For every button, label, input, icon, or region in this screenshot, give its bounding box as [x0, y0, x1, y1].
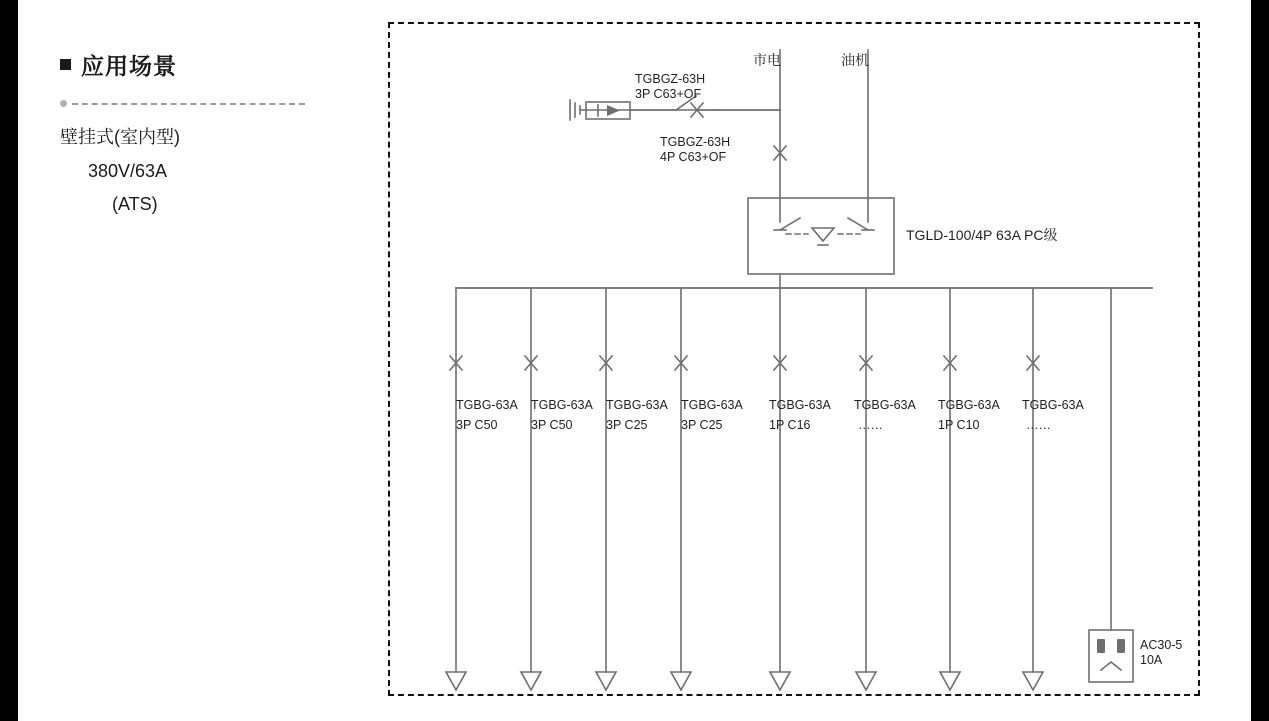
section-title [60, 48, 360, 81]
socket-pin-right [1117, 639, 1125, 653]
feeder-model-2: TGBG-63A [531, 398, 593, 412]
feeder-load-arrow-4 [671, 672, 691, 690]
divider-dot-icon [60, 100, 67, 107]
feeder-load-arrow-3 [596, 672, 616, 690]
socket-earth-pin [1101, 662, 1121, 670]
feeder-spec-1: 3P C50 [456, 418, 498, 432]
ats-right-blade [848, 218, 868, 230]
feeder-load-arrow-2 [521, 672, 541, 690]
breaker-top-model: TGBGZ-63H [635, 72, 706, 86]
left-panel [60, 48, 360, 215]
divider [60, 97, 305, 111]
feeder-load-arrow-7 [940, 672, 960, 690]
feeder-load-arrow-5 [770, 672, 790, 690]
left-black-bar [0, 0, 18, 721]
feeder-spec-2: 3P C50 [531, 418, 573, 432]
label-generator: 油机 [841, 52, 869, 68]
feeder-load-arrow-8 [1023, 672, 1043, 690]
ats-label: TGLD-100/4P 63A PC级 [906, 227, 1058, 243]
single-line-diagram [388, 22, 1200, 696]
socket-pin-left [1097, 639, 1105, 653]
ats-left-blade [780, 218, 800, 230]
spec-line-voltage: 380V/63A [88, 161, 168, 181]
feeder-model-7: TGBG-63A [938, 398, 1000, 412]
spec-line-mount: 壁挂式(室内型) [60, 127, 180, 147]
feeder-model-5: TGBG-63A [769, 398, 831, 412]
diagram-svg-wrap [388, 22, 1200, 696]
feeder-model-8: TGBG-63A [1022, 398, 1084, 412]
socket-model: AC30-5 [1140, 638, 1183, 652]
socket-rating: 10A [1140, 653, 1163, 667]
feeder-spec-3: 3P C25 [606, 418, 648, 432]
feeder-model-6: TGBG-63A [854, 398, 916, 412]
spec-line-ats: (ATS) [112, 194, 158, 214]
ats-controller-triangle [812, 228, 834, 241]
right-black-bar [1251, 0, 1269, 721]
feeder-load-arrow-6 [856, 672, 876, 690]
breaker-second-spec: 4P C63+OF [660, 150, 727, 164]
section-title-text: 应用场景 [81, 53, 177, 79]
label-mains: 市电 [753, 52, 781, 68]
feeder-model-3: TGBG-63A [606, 398, 668, 412]
feeder-spec-5: 1P C16 [769, 418, 811, 432]
feeder-model-1: TGBG-63A [456, 398, 518, 412]
feeder-spec-6: …… [858, 418, 883, 432]
metering-arrow-icon [607, 105, 620, 116]
feeder-load-arrow-1 [446, 672, 466, 690]
ats-box [748, 198, 894, 274]
feeder-spec-8: …… [1026, 418, 1051, 432]
breaker-top-spec: 3P C63+OF [635, 87, 702, 101]
socket-outline [1089, 630, 1133, 682]
feeder-spec-4: 3P C25 [681, 418, 723, 432]
feeder-model-4: TGBG-63A [681, 398, 743, 412]
square-bullet-icon [60, 59, 71, 70]
divider-dashed-line [72, 103, 305, 105]
breaker-second-model: TGBGZ-63H [660, 135, 731, 149]
feeder-spec-7: 1P C10 [938, 418, 980, 432]
